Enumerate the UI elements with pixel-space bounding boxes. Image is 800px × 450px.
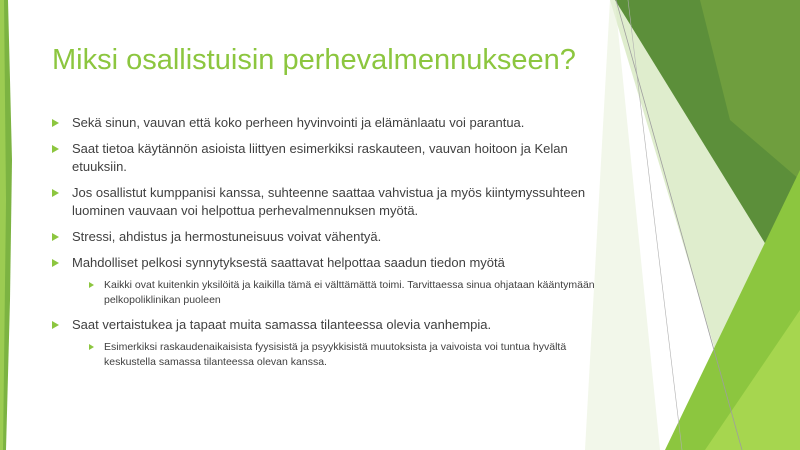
sub-bullet-text: Kaikki ovat kuitenkin yksilöitä ja kaikilla tämä ei välttämättä toimi. Tarvittaessa sinua ohjataan kääntymään pelkopoliklinikan puoleen (104, 279, 595, 306)
bullet-item (52, 184, 612, 220)
bullet-arrow-icon (52, 233, 59, 241)
bullet-text: Saat vertaistukea ja tapaat muita samassa tilanteessa olevia vanhempia. (72, 317, 492, 332)
bullet-text: Sekä sinun, vauvan että koko perheen hyvinvointi ja elämänlaatu voi parantua. (72, 115, 525, 130)
sub-bullet-arrow-icon (89, 344, 94, 350)
bullet-arrow-icon (52, 321, 59, 329)
bullet-text: Jos osallistut kumppanisi kanssa, suhteenne saattaa vahvistua ja myös kiintymyssuhteen luominen vauvaan voi helpottua perhevalmennuksen myötä. (72, 185, 586, 218)
slide-title: Miksi osallistuisin perhevalmennukseen? (52, 44, 576, 76)
bullet-item (52, 114, 612, 132)
bullet-arrow-icon (52, 145, 59, 153)
bullet-text: Mahdolliset pelkosi synnytyksestä saattavat helpottaa saadun tiedon myötä (72, 255, 505, 270)
bullet-item (52, 140, 612, 176)
bullet-arrow-icon (52, 119, 59, 127)
bullet-arrow-icon (52, 189, 59, 197)
bullet-item (52, 316, 612, 334)
sub-bullet-text: Esimerkiksi raskaudenaikaisista fyysisistä ja psyykkisistä muutoksista ja vaivoista voi tuntua hyvältä keskustella samassa tilanteessa olevan kanssa. (104, 341, 567, 368)
bullet-list (52, 114, 612, 378)
bullet-arrow-icon (52, 259, 59, 267)
bullet-text: Saat tietoa käytännön asioista liittyen esimerkiksi raskauteen, vauvan hoitoon ja Kelan etuuksiin. (72, 141, 568, 174)
sub-bullet-arrow-icon (89, 282, 94, 288)
bullet-item (52, 254, 612, 272)
sub-bullet-item (89, 340, 612, 370)
bullet-text: Stressi, ahdistus ja hermostuneisuus voivat vähentyä. (72, 229, 382, 244)
sub-bullet-item (89, 278, 612, 308)
bullet-item (52, 228, 612, 246)
